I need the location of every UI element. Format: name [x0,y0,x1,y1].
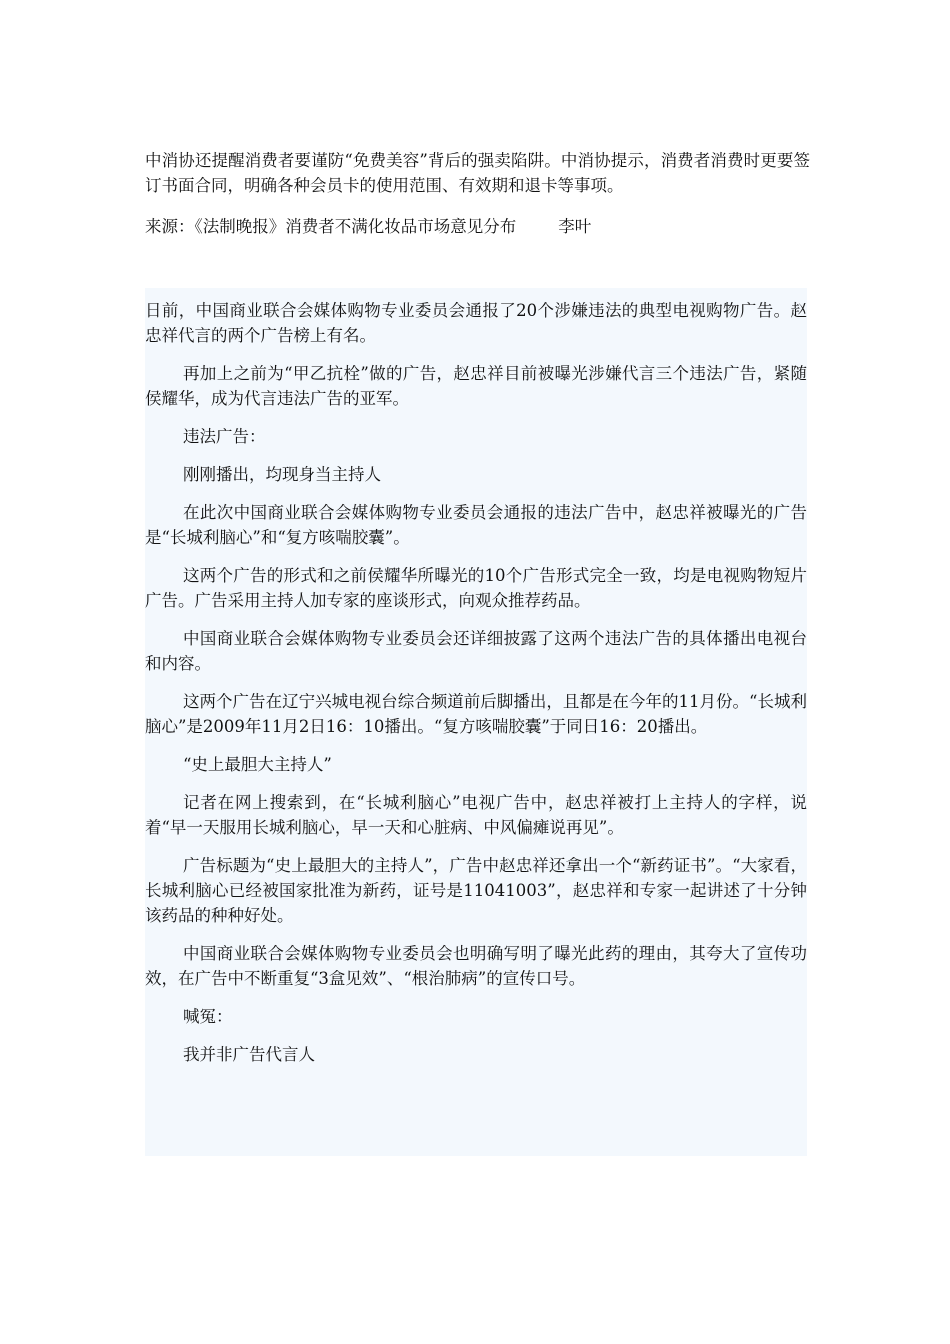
article-body [145,288,807,1156]
article-paragraph: 这两个广告在辽宁兴城电视台综合频道前后脚播出，且都是在今年的11月份。“长城利脑心”是2009年11月2日16：10播出。“复方咳喘胶囊”于同日16：20播出。 [145,692,807,736]
source-label: 来源：《法制晚报》消费者不满化妆品市场意见分布 [145,217,517,236]
subheading: 刚刚播出，均现身当主持人 [183,465,381,484]
article-paragraph: 广告标题为“史上最胆大的主持人”，广告中赵忠祥还拿出一个“新药证书”。“大家看，长城利脑心已经被国家批准为新药，证号是11041003”，赵忠祥和专家一起讲述了十分钟该药品的种种好处。 [145,856,807,925]
intro-section [145,148,810,239]
source-line [145,214,810,239]
article-paragraph: 日前，中国商业联合会媒体购物专业委员会通报了20个涉嫌违法的典型电视购物广告。赵忠祥代言的两个广告榜上有名。 [145,301,807,345]
section-heading: 违法广告： [183,427,266,446]
section-heading: 喊冤： [183,1007,233,1026]
source-author: 李叶 [558,217,592,236]
subheading: 我并非广告代言人 [183,1045,315,1064]
article-paragraph: 这两个广告的形式和之前侯耀华所曝光的10个广告形式完全一致，均是电视购物短片广告。广告采用主持人加专家的座谈形式，向观众推荐药品。 [145,566,807,610]
article-paragraph: 再加上之前为“甲乙抗栓”做的广告，赵忠祥目前被曝光涉嫌代言三个违法广告，紧随侯耀华，成为代言违法广告的亚军。 [145,364,807,408]
subheading: “史上最胆大主持人” [183,755,332,774]
article-paragraph: 记者在网上搜索到，在“长城利脑心”电视广告中，赵忠祥被打上主持人的字样，说着“早一天服用长城利脑心，早一天和心脏病、中风偏瘫说再见”。 [145,793,807,837]
article-paragraph: 在此次中国商业联合会媒体购物专业委员会通报的违法广告中，赵忠祥被曝光的广告是“长城利脑心”和“复方咳喘胶囊”。 [145,503,807,547]
article-paragraph: 中国商业联合会媒体购物专业委员会还详细披露了这两个违法广告的具体播出电视台和内容。 [145,629,807,673]
intro-paragraph: 中消协还提醒消费者要谨防“免费美容”背后的强卖陷阱。中消协提示，消费者消费时更要签订书面合同，明确各种会员卡的使用范围、有效期和退卡等事项。 [145,151,810,195]
article-paragraph: 中国商业联合会媒体购物专业委员会也明确写明了曝光此药的理由，其夸大了宣传功效，在广告中不断重复“3盒见效”、“根治肺病”的宣传口号。 [145,944,807,988]
